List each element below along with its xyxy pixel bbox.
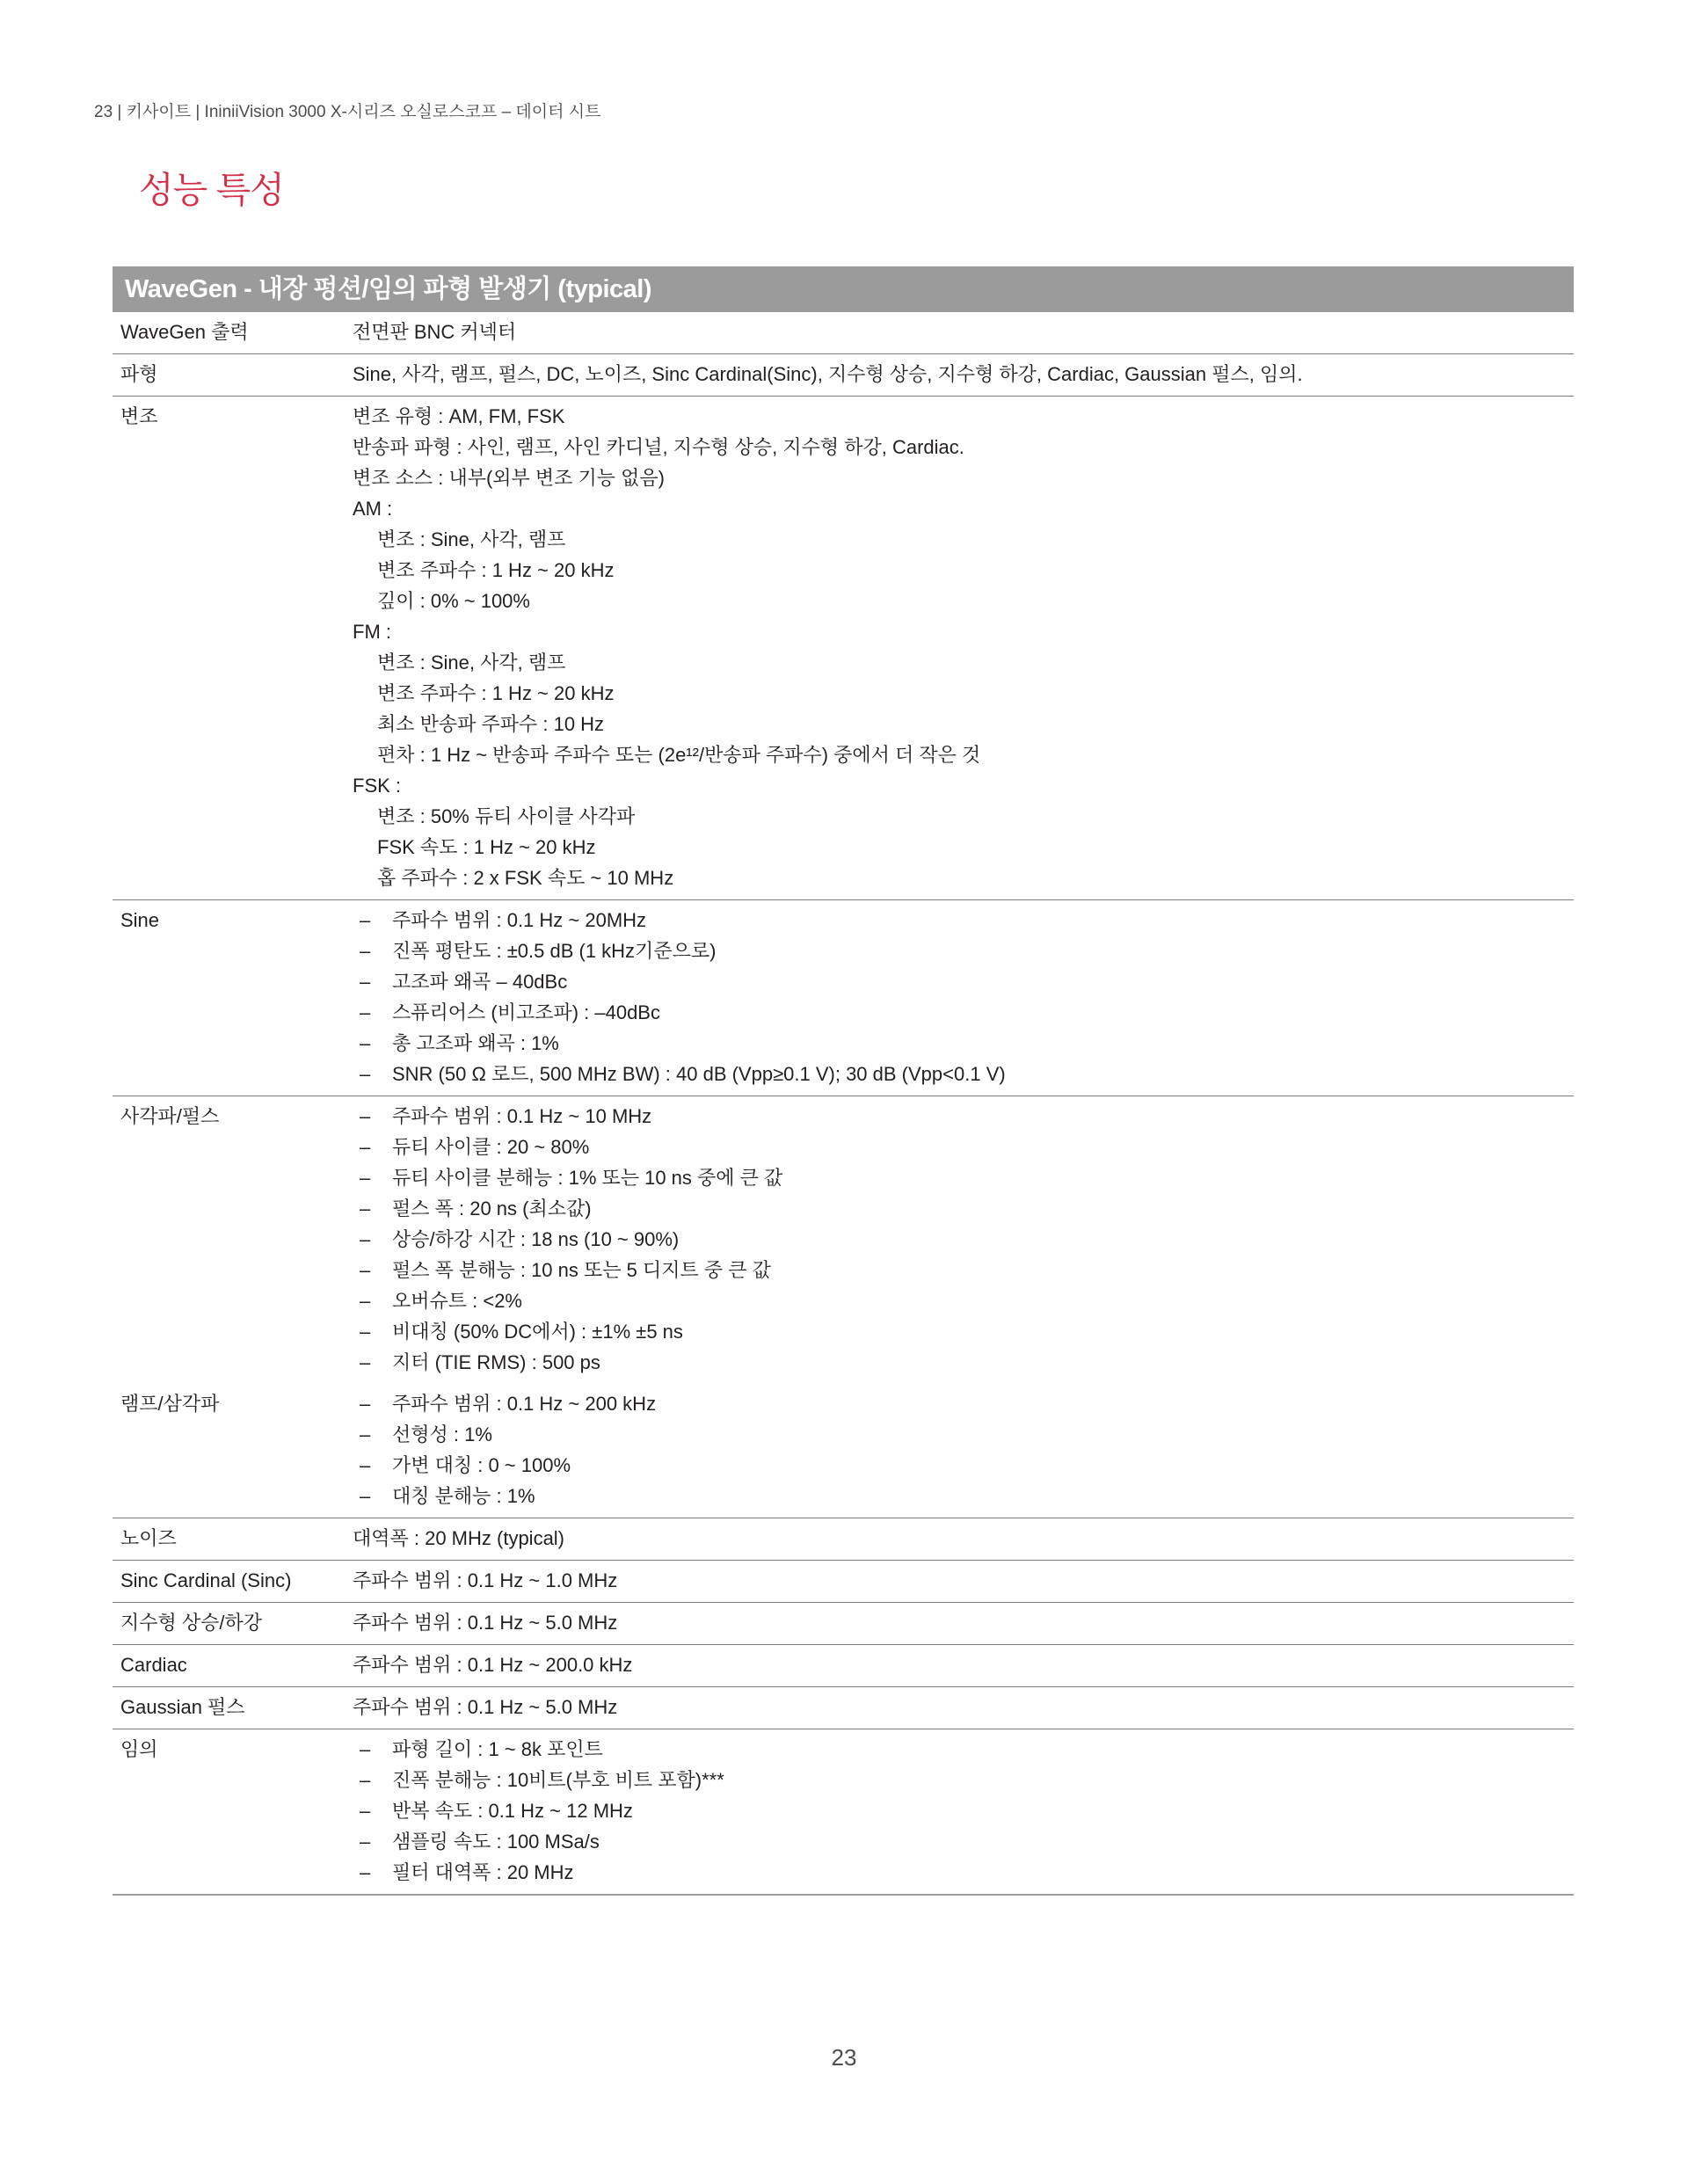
bullet-dash: – bbox=[360, 1800, 371, 1822]
bullet-dash: – bbox=[360, 1228, 371, 1250]
row-label: Sinc Cardinal (Sinc) bbox=[120, 1569, 292, 1591]
spec-row-sine bbox=[113, 900, 1574, 1096]
row-value bbox=[353, 359, 1574, 389]
spec-row-noise bbox=[113, 1518, 1574, 1561]
row-label: 변조 bbox=[120, 405, 158, 427]
spec-line: 주파수 범위 : 0.1 Hz ~ 5.0 MHz bbox=[353, 1612, 618, 1634]
spec-text: SNR (50 Ω 로드, 500 MHz BW) : 40 dB (Vpp≥0.1 V); 30 dB (Vpp<0.1 V) bbox=[392, 1063, 1006, 1085]
spec-line: 변조 주파수 : 1 Hz ~ 20 kHz bbox=[377, 682, 615, 704]
spec-text: 스퓨리어스 (비고조파) : –40dBc bbox=[392, 1001, 660, 1023]
row-value bbox=[353, 401, 1574, 893]
spec-line bbox=[353, 1347, 1574, 1378]
spec-line: 대역폭 : 20 MHz (typical) bbox=[353, 1527, 565, 1549]
bullet-dash: – bbox=[360, 1198, 371, 1219]
spec-line bbox=[353, 1765, 1574, 1795]
spec-row-cardiac bbox=[113, 1645, 1574, 1687]
bullet-dash: – bbox=[360, 1485, 371, 1507]
spec-text: 대칭 분해능 : 1% bbox=[392, 1485, 535, 1507]
spec-line: FM : bbox=[353, 621, 391, 643]
bullet-dash: – bbox=[360, 1001, 371, 1023]
section-title: 성능 특성 bbox=[139, 170, 284, 210]
bullet-dash: – bbox=[360, 1290, 371, 1312]
spec-line bbox=[353, 966, 1574, 997]
spec-row-arbitrary bbox=[113, 1729, 1574, 1896]
bullet-dash: – bbox=[360, 1105, 371, 1127]
spec-row-gaussian-pulse bbox=[113, 1687, 1574, 1729]
spec-line bbox=[353, 1795, 1574, 1826]
spec-text: 반복 속도 : 0.1 Hz ~ 12 MHz bbox=[392, 1800, 633, 1822]
spec-text: 가변 대칭 : 0 ~ 100% bbox=[392, 1454, 571, 1476]
spec-line bbox=[353, 1419, 1574, 1450]
row-label: 지수형 상승/하강 bbox=[120, 1612, 262, 1634]
spec-line: 변조 주파수 : 1 Hz ~ 20 kHz bbox=[377, 559, 615, 581]
spec-text: 샘플링 속도 : 100 MSa/s bbox=[392, 1831, 600, 1853]
spec-line: 주파수 범위 : 0.1 Hz ~ 5.0 MHz bbox=[353, 1696, 618, 1718]
wavegen-spec-table bbox=[113, 266, 1574, 1896]
spec-text: 총 고조파 왜곡 : 1% bbox=[392, 1032, 559, 1054]
spec-text: 지터 (TIE RMS) : 500 ps bbox=[392, 1351, 600, 1373]
spec-line: 변조 : Sine, 사각, 램프 bbox=[377, 652, 566, 673]
spec-line: 전면판 BNC 커넥터 bbox=[353, 321, 517, 343]
bullet-dash: – bbox=[360, 1769, 371, 1791]
spec-row-sinc-cardinal bbox=[113, 1561, 1574, 1603]
spec-row-square-pulse bbox=[113, 1096, 1574, 1384]
spec-line bbox=[353, 1162, 1574, 1193]
spec-text: 주파수 범위 : 0.1 Hz ~ 20MHz bbox=[392, 909, 647, 931]
row-label: 사각파/펄스 bbox=[120, 1105, 220, 1127]
table-header-bar: WaveGen - 내장 펑션/임의 파형 발생기 (typical) bbox=[113, 266, 1574, 312]
spec-row-ramp-triangle bbox=[113, 1384, 1574, 1518]
spec-line: 주파수 범위 : 0.1 Hz ~ 1.0 MHz bbox=[353, 1569, 618, 1591]
spec-text: 주파수 범위 : 0.1 Hz ~ 200 kHz bbox=[392, 1393, 657, 1415]
spec-line bbox=[353, 905, 1574, 935]
bullet-dash: – bbox=[360, 940, 371, 962]
row-value bbox=[353, 1523, 1574, 1554]
row-value bbox=[353, 1692, 1574, 1722]
spec-line bbox=[353, 1826, 1574, 1857]
row-value bbox=[353, 1607, 1574, 1638]
spec-line: 변조 : 50% 듀티 사이클 사각파 bbox=[377, 805, 636, 827]
spec-line bbox=[353, 1255, 1574, 1285]
row-value bbox=[353, 317, 1574, 347]
spec-text: 필터 대역폭 : 20 MHz bbox=[392, 1861, 574, 1883]
bullet-dash: – bbox=[360, 1423, 371, 1445]
spec-line: FSK 속도 : 1 Hz ~ 20 kHz bbox=[377, 836, 596, 858]
spec-line bbox=[353, 1193, 1574, 1224]
spec-text: 파형 길이 : 1 ~ 8k 포인트 bbox=[392, 1738, 603, 1760]
spec-line: 홉 주파수 : 2 x FSK 속도 ~ 10 MHz bbox=[377, 867, 674, 889]
spec-line: 최소 반송파 주파수 : 10 Hz bbox=[377, 713, 605, 735]
row-label: Cardiac bbox=[120, 1654, 187, 1676]
spec-text: 진폭 분해능 : 10비트(부호 비트 포함)*** bbox=[392, 1769, 724, 1791]
bullet-dash: – bbox=[360, 1167, 371, 1189]
spec-line bbox=[353, 1857, 1574, 1888]
bullet-dash: – bbox=[360, 971, 371, 993]
spec-line: AM : bbox=[353, 498, 393, 520]
spec-text: 진폭 평탄도 : ±0.5 dB (1 kHz기준으로) bbox=[392, 940, 717, 962]
bullet-dash: – bbox=[360, 909, 371, 931]
bullet-dash: – bbox=[360, 1393, 371, 1415]
spec-row-wavegen-output bbox=[113, 312, 1574, 354]
spec-line bbox=[353, 1059, 1574, 1089]
spec-row-modulation bbox=[113, 397, 1574, 900]
page-number: 23 bbox=[831, 2044, 857, 2071]
row-value bbox=[353, 1734, 1574, 1888]
row-label: 파형 bbox=[120, 363, 158, 385]
bullet-dash: – bbox=[360, 1738, 371, 1760]
spec-text: 오버슈트 : <2% bbox=[392, 1290, 522, 1312]
bullet-dash: – bbox=[360, 1321, 371, 1343]
page-header: 23 | 키사이트 | IniniiVision 3000 X-시리즈 오실로스코프 – 데이터 시트 bbox=[94, 103, 601, 121]
row-value bbox=[353, 1101, 1574, 1378]
spec-line: Sine, 사각, 램프, 펄스, DC, 노이즈, Sinc Cardinal(Sinc), 지수형 상승, 지수형 하강, Cardiac, Gaussian 펄스, 임의. bbox=[353, 363, 1303, 385]
spec-line bbox=[353, 1734, 1574, 1765]
spec-text: 듀티 사이클 : 20 ~ 80% bbox=[392, 1136, 590, 1158]
spec-line bbox=[353, 1285, 1574, 1316]
row-value bbox=[353, 1565, 1574, 1596]
row-value bbox=[353, 905, 1574, 1089]
row-label: WaveGen 출력 bbox=[120, 321, 249, 343]
bullet-dash: – bbox=[360, 1351, 371, 1373]
spec-row-exp-rise-fall bbox=[113, 1603, 1574, 1645]
row-label: 임의 bbox=[120, 1738, 158, 1760]
bullet-dash: – bbox=[360, 1259, 371, 1281]
spec-line: 주파수 범위 : 0.1 Hz ~ 200.0 kHz bbox=[353, 1654, 633, 1676]
spec-text: 펄스 폭 분해능 : 10 ns 또는 5 디지트 중 큰 값 bbox=[392, 1259, 771, 1281]
bullet-dash: – bbox=[360, 1063, 371, 1085]
spec-line bbox=[353, 1101, 1574, 1132]
spec-text: 주파수 범위 : 0.1 Hz ~ 10 MHz bbox=[392, 1105, 652, 1127]
spec-row-waveforms bbox=[113, 354, 1574, 397]
bullet-dash: – bbox=[360, 1136, 371, 1158]
row-label: Gaussian 펄스 bbox=[120, 1696, 245, 1718]
row-value bbox=[353, 1649, 1574, 1680]
spec-line bbox=[353, 1316, 1574, 1347]
spec-line: 변조 : Sine, 사각, 램프 bbox=[377, 528, 566, 550]
spec-line bbox=[353, 935, 1574, 966]
spec-line: 변조 소스 : 내부(외부 변조 기능 없음) bbox=[353, 467, 665, 489]
row-value bbox=[353, 1388, 1574, 1511]
spec-text: 선형성 : 1% bbox=[392, 1423, 492, 1445]
spec-text: 펄스 폭 : 20 ns (최소값) bbox=[392, 1198, 592, 1219]
row-label: Sine bbox=[120, 909, 160, 931]
bullet-dash: – bbox=[360, 1861, 371, 1883]
spec-line: 편차 : 1 Hz ~ 반송파 주파수 또는 (2e¹²/반송파 주파수) 중에서 더 작은 것 bbox=[377, 744, 981, 766]
spec-line bbox=[353, 1450, 1574, 1481]
spec-line bbox=[353, 1481, 1574, 1511]
row-label: 노이즈 bbox=[120, 1527, 177, 1549]
spec-line bbox=[353, 997, 1574, 1028]
bullet-dash: – bbox=[360, 1831, 371, 1853]
spec-line bbox=[353, 1224, 1574, 1255]
spec-line bbox=[353, 1028, 1574, 1059]
spec-text: 상승/하강 시간 : 18 ns (10 ~ 90%) bbox=[392, 1228, 680, 1250]
spec-line: 반송파 파형 : 사인, 램프, 사인 카디널, 지수형 상승, 지수형 하강, Cardiac. bbox=[353, 436, 964, 458]
row-label: 램프/삼각파 bbox=[120, 1393, 220, 1415]
spec-text: 듀티 사이클 분해능 : 1% 또는 10 ns 중에 큰 값 bbox=[392, 1167, 783, 1189]
spec-line: 변조 유형 : AM, FM, FSK bbox=[353, 405, 565, 427]
spec-text: 고조파 왜곡 – 40dBc bbox=[392, 971, 568, 993]
spec-line bbox=[353, 1132, 1574, 1162]
bullet-dash: – bbox=[360, 1032, 371, 1054]
spec-line bbox=[353, 1388, 1574, 1419]
spec-line: 깊이 : 0% ~ 100% bbox=[377, 590, 530, 612]
spec-text: 비대칭 (50% DC에서) : ±1% ±5 ns bbox=[392, 1321, 683, 1343]
spec-line: FSK : bbox=[353, 775, 402, 797]
bullet-dash: – bbox=[360, 1454, 371, 1476]
